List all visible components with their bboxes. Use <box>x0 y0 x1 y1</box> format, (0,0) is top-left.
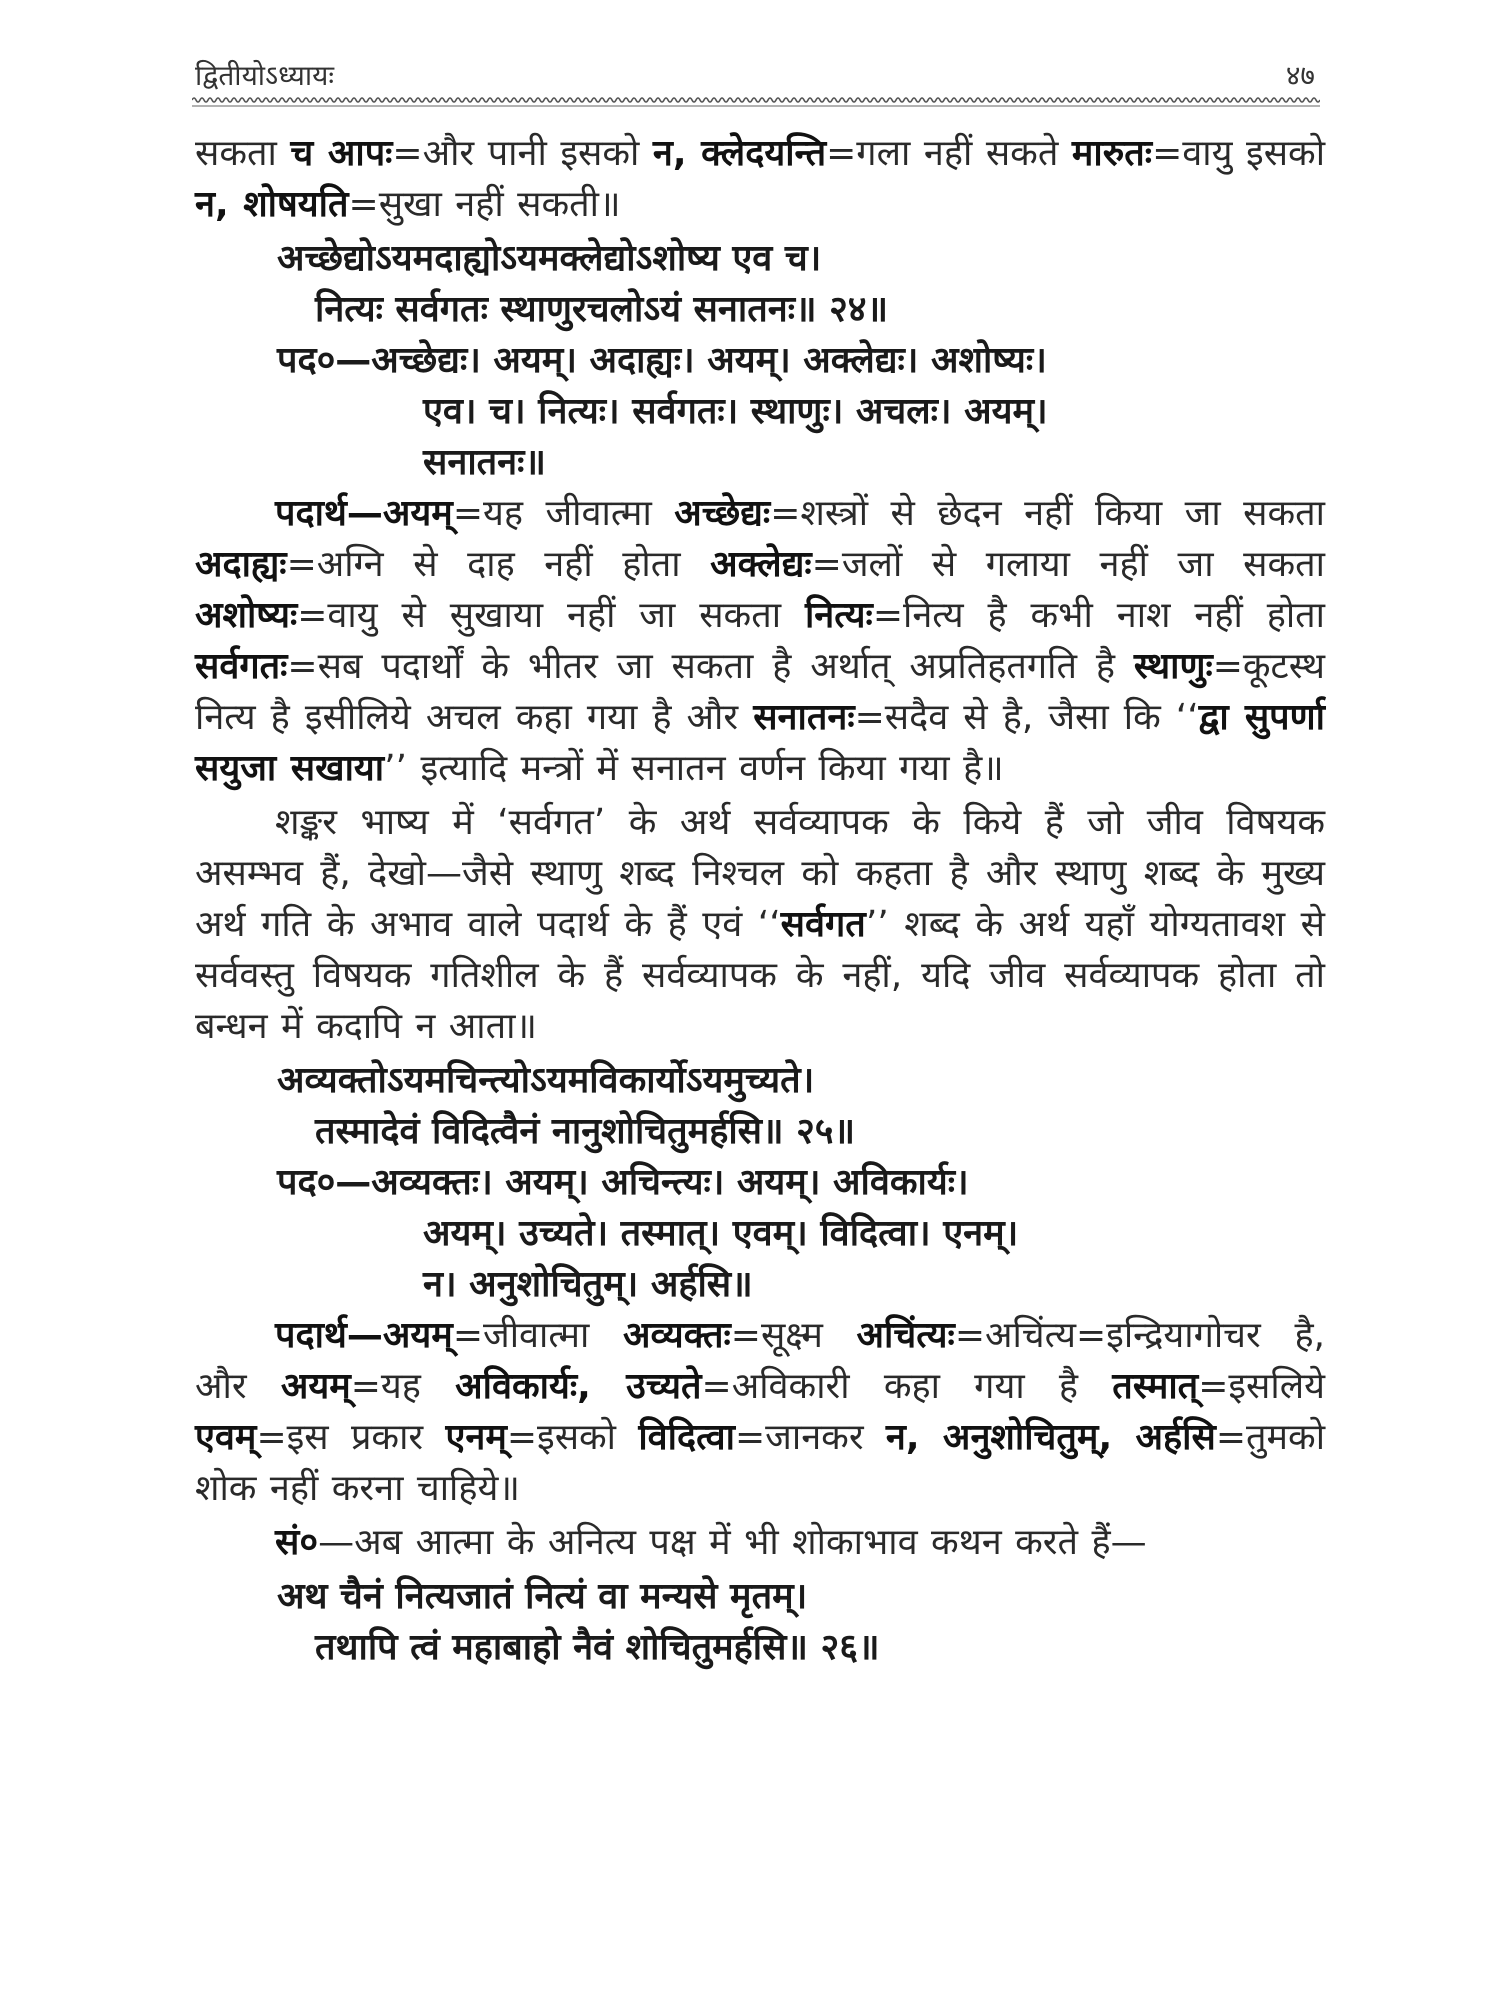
word-split-line: सनातनः॥ <box>423 442 546 483</box>
bold-term: अदाह्यः <box>195 544 287 585</box>
shloka-line: अथ चैनं नित्यजातं नित्यं वा मन्यसे मृतम्। <box>277 1576 808 1617</box>
word-split-line: पद०—अव्यक्तः। अयम्। अचिन्त्यः। अयम्। अविकार्यः। <box>277 1162 969 1203</box>
bold-term: अयम् <box>280 1366 351 1407</box>
prose-paragraph: शङ्कर भाष्य में ‘सर्वगत’ के अर्थ सर्वव्यापक के किये हैं जो जीव विषयक असम्भव हैं, देखो—जैसे स्थाणु शब्द निश्चल को कहता है और स्थाणु शब्द के मुख्य अर्थ गति के अभाव वाले पदार्थ के हैं एवं ‘‘सर्वगत’’ शब्द के अर्थ यहाँ योग्यतावश से सर्ववस्तु विषयक गतिशील के हैं सर्वव्यापक के नहीं, यदि जीव सर्वव्यापक होता तो बन्धन में कदापि न आता॥ <box>195 802 1325 1047</box>
shloka-line: नित्यः सर्वगतः स्थाणुरचलोऽयं सनातनः॥ २४॥ <box>315 289 889 330</box>
bold-term: अव्यक्तः <box>623 1315 731 1356</box>
bold-term: विदित्वा <box>638 1417 735 1458</box>
bold-term: नित्यः <box>804 595 873 636</box>
bold-term: स्थाणुः <box>1133 646 1213 687</box>
bold-term: तस्मात् <box>1112 1366 1199 1407</box>
bold-term: एनम् <box>445 1417 507 1458</box>
bold-term: न, अनुशोचितुम्, अर्हसि <box>885 1417 1216 1458</box>
page-number: ४७ <box>1285 59 1315 92</box>
bold-term: अविकार्यः, उच्यते <box>455 1366 702 1407</box>
bold-term: एवम् <box>195 1417 257 1458</box>
prose-paragraph: सकता च आपः=और पानी इसको न, क्लेदयन्ति=गला नहीं सकते मारुतः=वायु इसको न, शोषयति=सुखा नहीं सकती॥ <box>195 133 1326 225</box>
shloka-line: तथापि त्वं महाबाहो नैवं शोचितुमर्हसि॥ २६॥ <box>315 1627 880 1668</box>
bold-term: न, शोषयति <box>195 184 349 225</box>
bold-term: च आपः <box>290 133 393 174</box>
shloka-line: अच्छेद्योऽयमदाह्योऽयमक्लेद्योऽशोष्य एव च। <box>277 238 822 279</box>
bold-term: पदार्थ—अयम् <box>275 1315 453 1356</box>
bold-term: अशोष्यः <box>195 595 298 636</box>
bold-term: सर्वगतः <box>195 646 288 687</box>
word-split-line: न। अनुशोचितुम्। अर्हसि॥ <box>423 1264 753 1305</box>
bold-term: द्वा सुपर्णा सयुजा सखाया <box>195 697 1325 789</box>
shloka-line: अव्यक्तोऽयमचिन्त्योऽयमविकार्योऽयमुच्यते। <box>277 1060 815 1101</box>
prose-paragraph: पदार्थ—अयम्=यह जीवात्मा अच्छेद्यः=शस्त्रों से छेदन नहीं किया जा सकता अदाह्यः=अग्नि से दाह नहीं होता अक्लेद्यः=जलों से गलाया नहीं जा सकता अशोष्यः=वायु से सुखाया नहीं जा सकता नित्यः=नित्य है कभी नाश नहीं होता सर्वगतः=सब पदार्थों के भीतर जा सकता है अर्थात् अप्रतिहतगति है स्थाणुः=कूटस्थ नित्य है इसीलिये अचल कहा गया है और सनातनः=सदैव से है, जैसा कि ‘‘द्वा सुपर्णा सयुजा सखाया’’ इत्यादि मन्त्रों में सनातन वर्णन किया गया है॥ <box>195 493 1326 789</box>
word-split-line: पद०—अच्छेद्यः। अयम्। अदाह्यः। अयम्। अक्लेद्यः। अशोष्यः। <box>277 340 1047 381</box>
bold-term: सं० <box>275 1522 319 1563</box>
prose-paragraph: पदार्थ—अयम्=जीवात्मा अव्यक्तः=सूक्ष्म अचिंत्यः=अचिंत्य=इन्द्रियागोचर है, और अयम्=यह अविकार्यः, उच्यते=अविकारी कहा गया है तस्मात्=इसलिये एवम्=इस प्रकार एनम्=इसको विदित्वा=जानकर न, अनुशोचितुम्, अर्हसि=तुमको शोक नहीं करना चाहिये॥ <box>195 1315 1326 1509</box>
bold-term: मारुतः <box>1071 133 1153 174</box>
word-split-line: एव। च। नित्यः। सर्वगतः। स्थाणुः। अचलः। अयम्। <box>423 391 1048 432</box>
decorative-wavy-rule <box>192 94 1320 108</box>
shloka-line: तस्मादेवं विदित्वैनं नानुशोचितुमर्हसि॥ २५॥ <box>315 1111 856 1152</box>
bold-term: अचिंत्यः <box>856 1315 955 1356</box>
bold-term: अक्लेद्यः <box>710 544 812 585</box>
running-header <box>195 52 1315 96</box>
bold-term: सनातनः <box>753 697 855 738</box>
prose-paragraph: सं०—अब आत्मा के अनित्य पक्ष में भी शोकाभाव कथन करते हैं— <box>275 1522 1147 1563</box>
page-body <box>195 128 1325 1673</box>
chapter-title: द्वितीयोऽध्यायः <box>195 59 335 92</box>
bold-term: न, क्लेदयन्ति <box>652 133 827 174</box>
bold-term: सर्वगत <box>780 904 866 945</box>
bold-term: अच्छेद्यः <box>674 493 771 534</box>
word-split-line: अयम्। उच्यते। तस्मात्। एवम्। विदित्वा। एनम्। <box>423 1213 1019 1254</box>
bold-term: पदार्थ—अयम् <box>275 493 453 534</box>
